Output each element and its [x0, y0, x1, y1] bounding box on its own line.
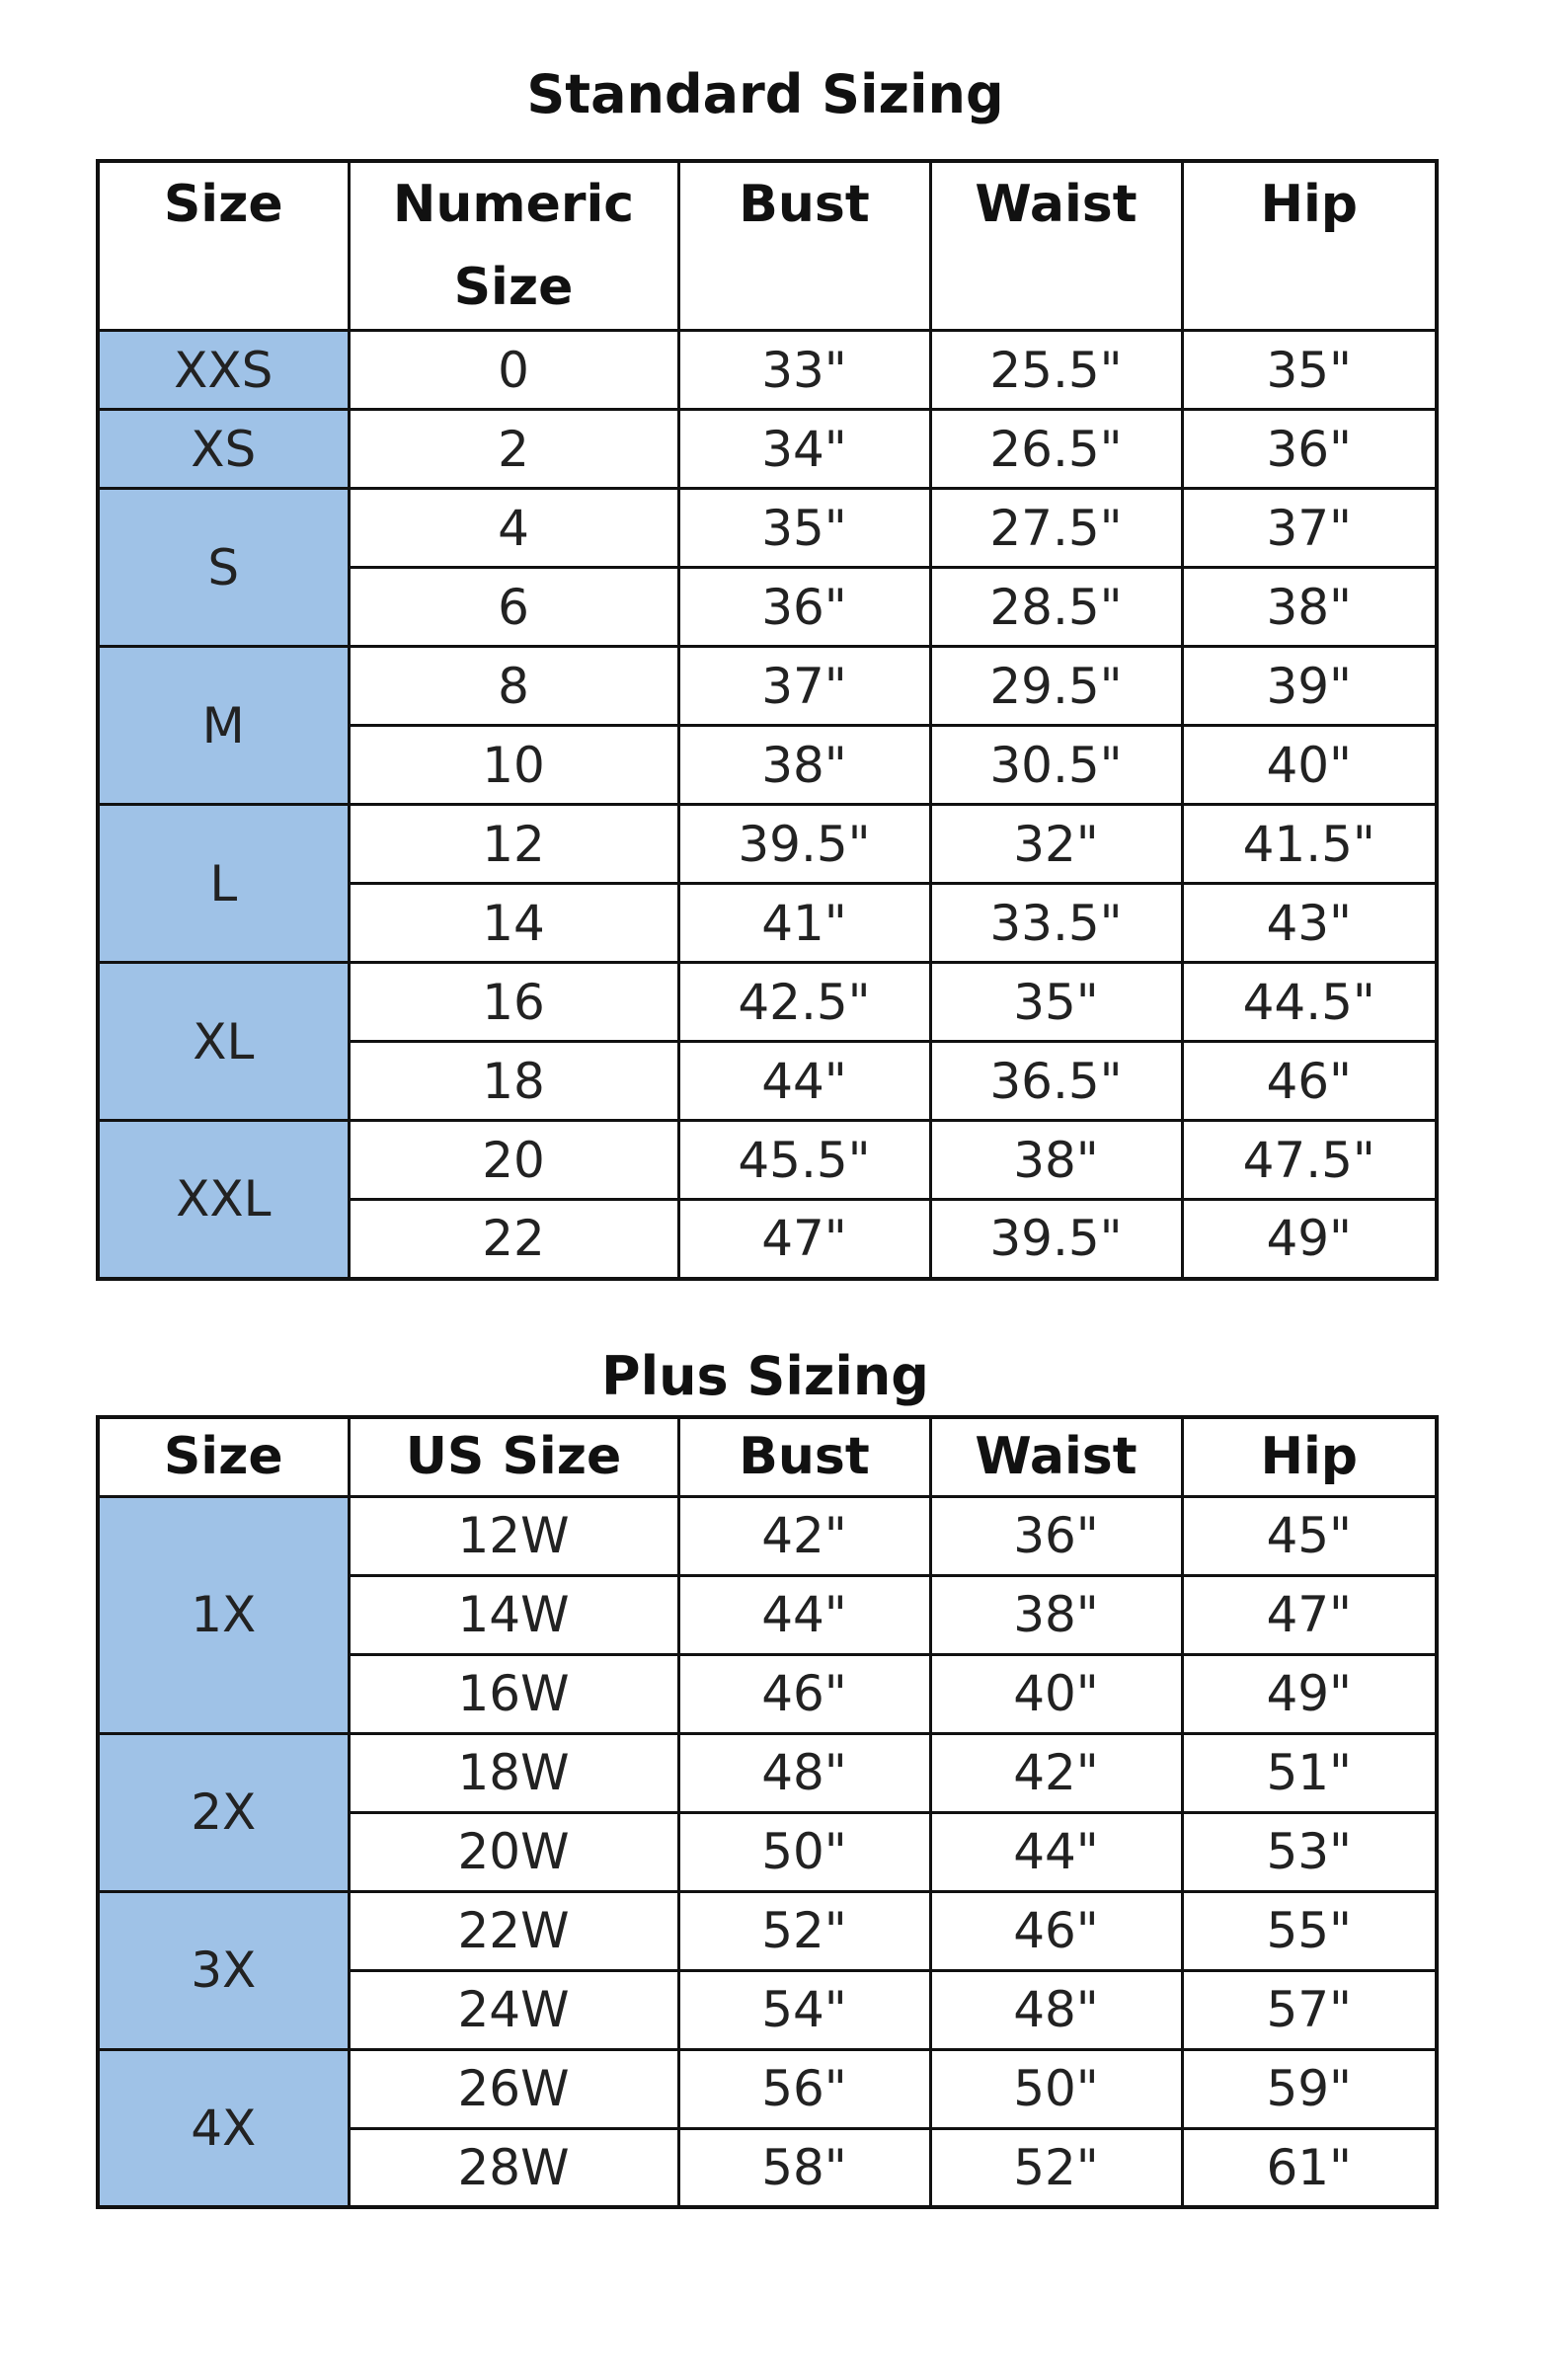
- bust-cell: 45.5": [678, 1121, 930, 1200]
- table-row: [98, 410, 1437, 489]
- bust-cell: 54": [678, 1970, 930, 2049]
- bust-cell: 39.5": [678, 805, 930, 884]
- size-cell: M: [98, 647, 349, 805]
- hip-cell: 61": [1182, 2128, 1437, 2207]
- bust-cell: 33": [678, 331, 930, 410]
- bust-cell: 56": [678, 2049, 930, 2128]
- hip-cell: 38": [1182, 568, 1437, 647]
- size-cell: 4X: [98, 2049, 349, 2207]
- bust-cell: 58": [678, 2128, 930, 2207]
- numeric-size-cell: 6: [349, 568, 678, 647]
- waist-cell: 32": [930, 805, 1182, 884]
- header-bust: Bust: [678, 1417, 930, 1496]
- table-header-row: [98, 1417, 1437, 1496]
- hip-cell: 40": [1182, 726, 1437, 805]
- numeric-size-cell: 22: [349, 1200, 678, 1279]
- hip-cell: 51": [1182, 1733, 1437, 1812]
- table-row: [98, 963, 1437, 1042]
- numeric-size-cell: 4: [349, 489, 678, 568]
- hip-cell: 41.5": [1182, 805, 1437, 884]
- header-us-size: US Size: [349, 1417, 678, 1496]
- us-size-cell: 22W: [349, 1891, 678, 1970]
- header-waist: Waist: [930, 1417, 1182, 1496]
- waist-cell: 28.5": [930, 568, 1182, 647]
- size-cell: 1X: [98, 1496, 349, 1733]
- size-cell: XXL: [98, 1121, 349, 1279]
- bust-cell: 34": [678, 410, 930, 489]
- waist-cell: 42": [930, 1733, 1182, 1812]
- standard-sizing-title: Standard Sizing: [526, 63, 1004, 125]
- numeric-size-cell: 10: [349, 726, 678, 805]
- numeric-size-cell: 14: [349, 884, 678, 963]
- us-size-cell: 16W: [349, 1654, 678, 1733]
- waist-cell: 38": [930, 1121, 1182, 1200]
- header-waist: Waist: [930, 161, 1182, 331]
- waist-cell: 35": [930, 963, 1182, 1042]
- waist-cell: 40": [930, 1654, 1182, 1733]
- header-numeric-size: Numeric Size: [349, 161, 678, 331]
- hip-cell: 37": [1182, 489, 1437, 568]
- waist-cell: 29.5": [930, 647, 1182, 726]
- header-hip: Hip: [1182, 161, 1437, 331]
- size-cell: 3X: [98, 1891, 349, 2049]
- waist-cell: 36": [930, 1496, 1182, 1575]
- numeric-size-cell: 0: [349, 331, 678, 410]
- us-size-cell: 18W: [349, 1733, 678, 1812]
- plus-sizing-table: [96, 1415, 1439, 2209]
- us-size-cell: 28W: [349, 2128, 678, 2207]
- size-cell: S: [98, 489, 349, 647]
- waist-cell: 50": [930, 2049, 1182, 2128]
- waist-cell: 25.5": [930, 331, 1182, 410]
- hip-cell: 49": [1182, 1654, 1437, 1733]
- hip-cell: 59": [1182, 2049, 1437, 2128]
- waist-cell: 27.5": [930, 489, 1182, 568]
- bust-cell: 44": [678, 1575, 930, 1654]
- hip-cell: 43": [1182, 884, 1437, 963]
- numeric-size-cell: 20: [349, 1121, 678, 1200]
- size-cell: L: [98, 805, 349, 963]
- hip-cell: 53": [1182, 1812, 1437, 1891]
- hip-cell: 44.5": [1182, 963, 1437, 1042]
- header-bust: Bust: [678, 161, 930, 331]
- hip-cell: 47.5": [1182, 1121, 1437, 1200]
- table-row: [98, 1733, 1437, 1812]
- us-size-cell: 14W: [349, 1575, 678, 1654]
- numeric-size-cell: 16: [349, 963, 678, 1042]
- bust-cell: 46": [678, 1654, 930, 1733]
- waist-cell: 46": [930, 1891, 1182, 1970]
- table-row: [98, 1121, 1437, 1200]
- size-cell: XXS: [98, 331, 349, 410]
- us-size-cell: 20W: [349, 1812, 678, 1891]
- hip-cell: 39": [1182, 647, 1437, 726]
- hip-cell: 46": [1182, 1042, 1437, 1121]
- hip-cell: 57": [1182, 1970, 1437, 2049]
- table-row: [98, 1496, 1437, 1575]
- waist-cell: 39.5": [930, 1200, 1182, 1279]
- waist-cell: 52": [930, 2128, 1182, 2207]
- table-row: [98, 805, 1437, 884]
- bust-cell: 47": [678, 1200, 930, 1279]
- bust-cell: 36": [678, 568, 930, 647]
- header-size: Size: [98, 1417, 349, 1496]
- bust-cell: 41": [678, 884, 930, 963]
- bust-cell: 38": [678, 726, 930, 805]
- bust-cell: 42.5": [678, 963, 930, 1042]
- bust-cell: 52": [678, 1891, 930, 1970]
- hip-cell: 47": [1182, 1575, 1437, 1654]
- waist-cell: 48": [930, 1970, 1182, 2049]
- waist-cell: 26.5": [930, 410, 1182, 489]
- waist-cell: 44": [930, 1812, 1182, 1891]
- numeric-size-cell: 18: [349, 1042, 678, 1121]
- size-cell: XS: [98, 410, 349, 489]
- bust-cell: 37": [678, 647, 930, 726]
- table-header-row: [98, 161, 1437, 331]
- size-cell: 2X: [98, 1733, 349, 1891]
- bust-cell: 48": [678, 1733, 930, 1812]
- table-row: [98, 331, 1437, 410]
- table-row: [98, 1891, 1437, 1970]
- size-cell: XL: [98, 963, 349, 1121]
- hip-cell: 35": [1182, 331, 1437, 410]
- table-row: [98, 647, 1437, 726]
- header-size: Size: [98, 161, 349, 331]
- bust-cell: 44": [678, 1042, 930, 1121]
- bust-cell: 35": [678, 489, 930, 568]
- numeric-size-cell: 8: [349, 647, 678, 726]
- table-row: [98, 489, 1437, 568]
- bust-cell: 50": [678, 1812, 930, 1891]
- hip-cell: 45": [1182, 1496, 1437, 1575]
- plus-sizing-title: Plus Sizing: [601, 1345, 929, 1407]
- numeric-size-cell: 12: [349, 805, 678, 884]
- us-size-cell: 24W: [349, 1970, 678, 2049]
- hip-cell: 55": [1182, 1891, 1437, 1970]
- waist-cell: 36.5": [930, 1042, 1182, 1121]
- us-size-cell: 26W: [349, 2049, 678, 2128]
- header-hip: Hip: [1182, 1417, 1437, 1496]
- standard-sizing-table: [96, 159, 1439, 1281]
- bust-cell: 42": [678, 1496, 930, 1575]
- table-row: [98, 2049, 1437, 2128]
- hip-cell: 49": [1182, 1200, 1437, 1279]
- waist-cell: 30.5": [930, 726, 1182, 805]
- us-size-cell: 12W: [349, 1496, 678, 1575]
- waist-cell: 33.5": [930, 884, 1182, 963]
- waist-cell: 38": [930, 1575, 1182, 1654]
- hip-cell: 36": [1182, 410, 1437, 489]
- numeric-size-cell: 2: [349, 410, 678, 489]
